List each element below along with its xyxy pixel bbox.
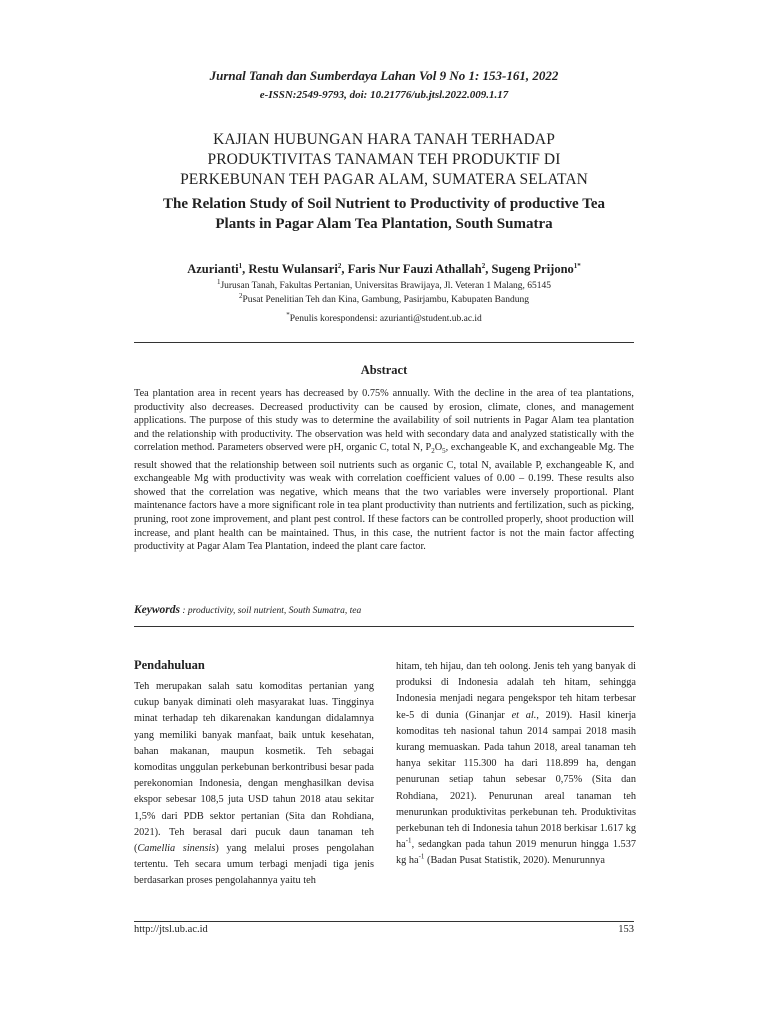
title-id-line-2: PRODUKTIVITAS TANAMAN TEH PRODUKTIF DI <box>207 151 561 168</box>
et-al: et al. <box>511 709 537 721</box>
author-name: Azurianti <box>187 262 239 276</box>
section-heading: Pendahuluan <box>134 658 205 672</box>
subscript: 2 <box>431 447 435 456</box>
author-list: Azurianti$^1$, Restu Wulansari$^2$, Faris Nur Fauzi Athallah$^2$, Sugeng Prijono$^{1*}$ <box>187 261 581 276</box>
species-name: Camellia sinensis <box>137 843 216 855</box>
affil-mark: 2 <box>239 291 243 300</box>
intro-right-column <box>396 659 636 870</box>
author-affil-mark: 1 <box>238 261 243 270</box>
intro-text: hitam, teh hijau, dan teh oolong. Jenis teh yang banyak di produksi di Indonesia adalah teh hitam, sehingga Indonesia menjadi negara pengekspor teh hitam terbesar ke-5 di dunia (Ginanjar <box>396 661 636 721</box>
superscript: -1 <box>405 836 412 845</box>
title-en-line-2: Plants in Pagar Alam Tea Plantation, South Sumatra <box>215 216 553 232</box>
title-id-line-3: PERKEBUNAN TEH PAGAR ALAM, SUMATERA SELATAN <box>180 171 588 188</box>
page-number: 153 <box>618 924 634 935</box>
abstract-divider <box>134 626 634 627</box>
journal-citation: Jurnal Tanah dan Sumberdaya Lahan Vol 9 No 1: 153-161, 2022 <box>209 68 559 83</box>
affiliation-1 <box>0 277 768 291</box>
top-divider <box>134 342 634 343</box>
intro-text: , 2019). Hasil kinerja komoditas teh nasional tahun 2014 sampai 2018 masih kurang memuaskan. Pada tahun 2018, areal tanaman teh hanya sekitar 115.300 ha dari 118.899 ha, dengan penurunan setiap tahun sebesar 0,75% (Sita dan Rohdiana, 2021). Penurunan areal tanaman teh menurunkan produktivitas perkebunan teh. Produktivitas perkebunan teh di Indonesia tahun 2018 berkisar 1.617 kg ha <box>396 709 636 851</box>
intro-left-column <box>134 679 374 890</box>
title-english <box>0 194 768 234</box>
intro-text: , sedangkan pada tahun 2019 menurun hingga 1.537 kg ha <box>396 839 636 867</box>
title-en-line-1: The Relation Study of Soil Nutrient to Productivity of productive Tea <box>163 196 605 212</box>
abstract-o: O <box>434 442 443 454</box>
issn-doi: e-ISSN:2549-9793, doi: 10.21776/ub.jtsl.2022.009.1.17 <box>259 89 509 101</box>
keywords <box>134 604 634 616</box>
affiliation-text: Pusat Penelitian Teh dan Kina, Gambung, Pasirjambu, Kabupaten Bandung <box>242 295 529 305</box>
keywords-text: : productivity, soil nutrient, South Sumatra, tea <box>180 606 362 616</box>
affiliation-text: Jurusan Tanah, Fakultas Pertanian, Universitas Brawijaya, Jl. Veteran 1 Malang, 65145 <box>220 281 552 291</box>
keywords-label: Keywords <box>134 604 180 616</box>
abstract-text-b: , exchangeable K, and exchangeable Mg. The result showed that the relationship between soil nutrients such as organic C, total N, available P, exchangeable K, and exchangeable Mg with productivity was weak with correlation coefficient values of 0.00 – 0.199. These results also showed that the correlation was negative, which means that the two variables were inversely proportional. Plant maintenance factors have a more significant role in tea plant productivity than nutrients and fertilization, such as picking, pruning, root zone improvement, and plant pest control. If these factors can be controlled properly, shoot production will increase, and plant health can be maintained. Thus, in this case, the nutrient factor is not the main factor affecting productivity at Pagar Alam Tea Plantation, indeed the plant care factor. <box>134 442 635 553</box>
title-id-line-1: KAJIAN HUBUNGAN HARA TANAH TERHADAP <box>213 131 555 148</box>
intro-text: ) yang melalui proses pengolahan tertentu. Teh secara umum terbagi menjadi tiga jenis berdasarkan proses pengolahannya yaitu teh <box>134 843 374 887</box>
author-affil-mark: 1* <box>573 261 581 270</box>
affil-mark: 1 <box>216 277 221 286</box>
footer-divider <box>134 921 634 922</box>
author-affil-mark: 2 <box>481 261 486 270</box>
journal-url-link[interactable]: http://jtsl.ub.ac.id <box>134 924 208 935</box>
author-affil-mark: 2 <box>337 261 342 270</box>
corresponding-text: Penulis korespondensi: azurianti@student.ub.ac.id <box>289 314 482 324</box>
corresponding-author <box>0 310 768 324</box>
corr-mark: * <box>286 310 290 319</box>
abstract-body <box>134 387 634 554</box>
superscript: -1 <box>418 853 425 862</box>
subscript: 5 <box>442 447 446 456</box>
author-name: Faris Nur Fauzi Athallah <box>347 262 482 276</box>
author-name: Restu Wulansari <box>248 262 338 276</box>
abstract-heading: Abstract <box>360 363 408 377</box>
title-indonesian <box>0 130 768 190</box>
intro-text: Teh merupakan salah satu komoditas pertanian yang cukup banyak diminati oleh masyarakat luas. Tingginya minat terhadap teh dikarenakan kandungan didalamnya yang memiliki banyak manfaat, baik untuk kesehatan, bahan makanan, maupun kosmetik. Teh sebagai komoditas unggulan perkebunan berkontribusi besar pada perekonomian Indonesia, dengan menghasilkan devisa ekspor sebesar 108,5 juta USD tahun 2018 atau sekitar 1,5% dari PDB sektor pertanian (Sita dan Rohdiana, 2021). Teh berasal dari pucuk daun tanaman teh ( <box>134 681 374 855</box>
affiliation-2 <box>0 291 768 305</box>
abstract-text-a: Tea plantation area in recent years has decreased by 0.75% annually. With the decline in the area of tea plantations, productivity also decreases. Decreased productivity can be caused by erosion, climate, clones, and management applications. The purpose of this study was to determine the availability of soil nutrients in Pagar Alam tea plantation and the relationship with productivity. The observation was held with secondary data and analyzed statistically with the correlation method. Parameters observed were pH, organic C, total N, P <box>134 388 634 454</box>
intro-text: (Badan Pusat Statistik, 2020). Menurunnya <box>424 855 605 867</box>
author-name: Sugeng Prijono <box>491 262 574 276</box>
